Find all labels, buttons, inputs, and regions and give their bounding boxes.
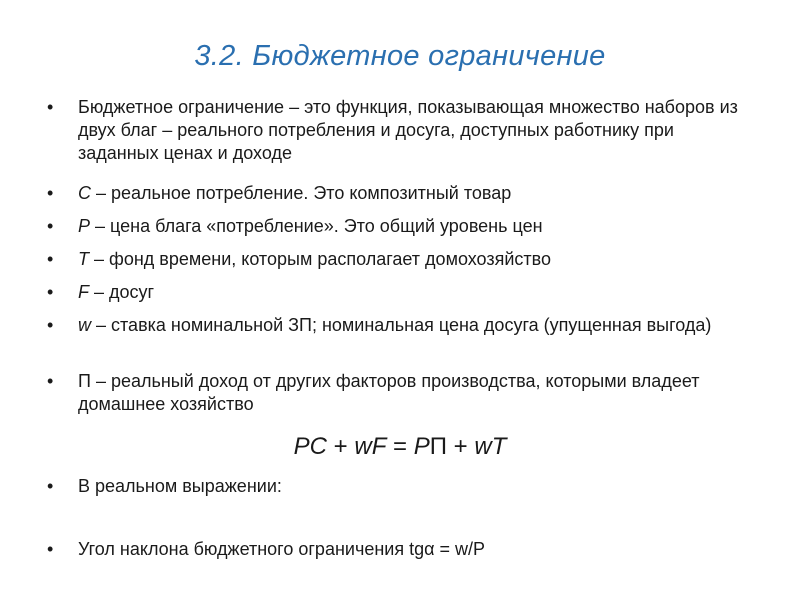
formula-p1: P <box>293 433 310 460</box>
bullet-text: – досуг <box>89 282 155 302</box>
bullet-dot-icon: • <box>47 183 54 203</box>
bullet-item-real-terms <box>47 475 738 498</box>
bullet-item-definition <box>47 96 738 165</box>
bullet-text: – фонд времени, которым располагает домохозяйство <box>89 249 552 269</box>
bullet-text: – реальное потребление. Это композитный товар <box>91 183 512 203</box>
bullet-text: Бюджетное ограничение – это функция, показывающая множество наборов из двух благ – реального потребления и досуга, доступных работнику при заданных ценах и доходе <box>78 97 738 163</box>
formula-eq: = <box>386 433 414 460</box>
bullet-dot-icon: • <box>47 97 54 117</box>
bullet-dot-icon: • <box>47 282 54 302</box>
bullet-item-f <box>47 281 738 304</box>
bullet-item-pi <box>47 370 738 416</box>
bullet-dot-icon: • <box>47 371 54 391</box>
bullet-symbol: F <box>78 282 89 302</box>
bullet-text: – ставка номинальной ЗП; номинальная цена досуга (упущенная выгода) <box>91 315 712 335</box>
bullet-dot-icon: • <box>47 315 54 335</box>
bullet-item-t <box>47 248 738 271</box>
bullet-item-slope <box>47 538 738 561</box>
bullet-item-c <box>47 182 738 205</box>
formula-c: C <box>309 433 327 460</box>
budget-formula <box>0 432 800 462</box>
formula-f: F <box>371 433 387 460</box>
formula-plus1: + <box>326 433 355 460</box>
bullet-symbol: P <box>78 216 91 236</box>
bullet-dot-icon: • <box>47 476 54 496</box>
bullet-text: В реальном выражении: <box>78 476 282 496</box>
bullet-item-p <box>47 215 738 238</box>
bullet-dot-icon: • <box>47 539 54 559</box>
formula-t: T <box>491 433 507 460</box>
bullet-symbol: T <box>78 249 89 269</box>
bullet-text: – цена блага «потребление». Это общий уровень цен <box>90 216 543 236</box>
bullet-symbol: C <box>78 183 91 203</box>
formula-w2: w <box>474 433 492 460</box>
formula-pi: П <box>429 433 447 460</box>
formula-w1: w <box>354 433 372 460</box>
formula-plus2: + <box>446 433 475 460</box>
slide-title: 3.2. Бюджетное ограничение <box>194 40 606 72</box>
bullet-symbol: w <box>78 315 91 335</box>
bullet-text: Угол наклона бюджетного ограничения tgα = w/P <box>78 539 486 559</box>
bullet-text: П – реальный доход от других факторов производства, которыми владеет домашнее хозяйство <box>78 371 700 414</box>
formula-p2: P <box>413 433 430 460</box>
bullet-dot-icon: • <box>47 249 54 269</box>
bullet-dot-icon: • <box>47 216 54 236</box>
bullet-item-w <box>47 314 738 337</box>
